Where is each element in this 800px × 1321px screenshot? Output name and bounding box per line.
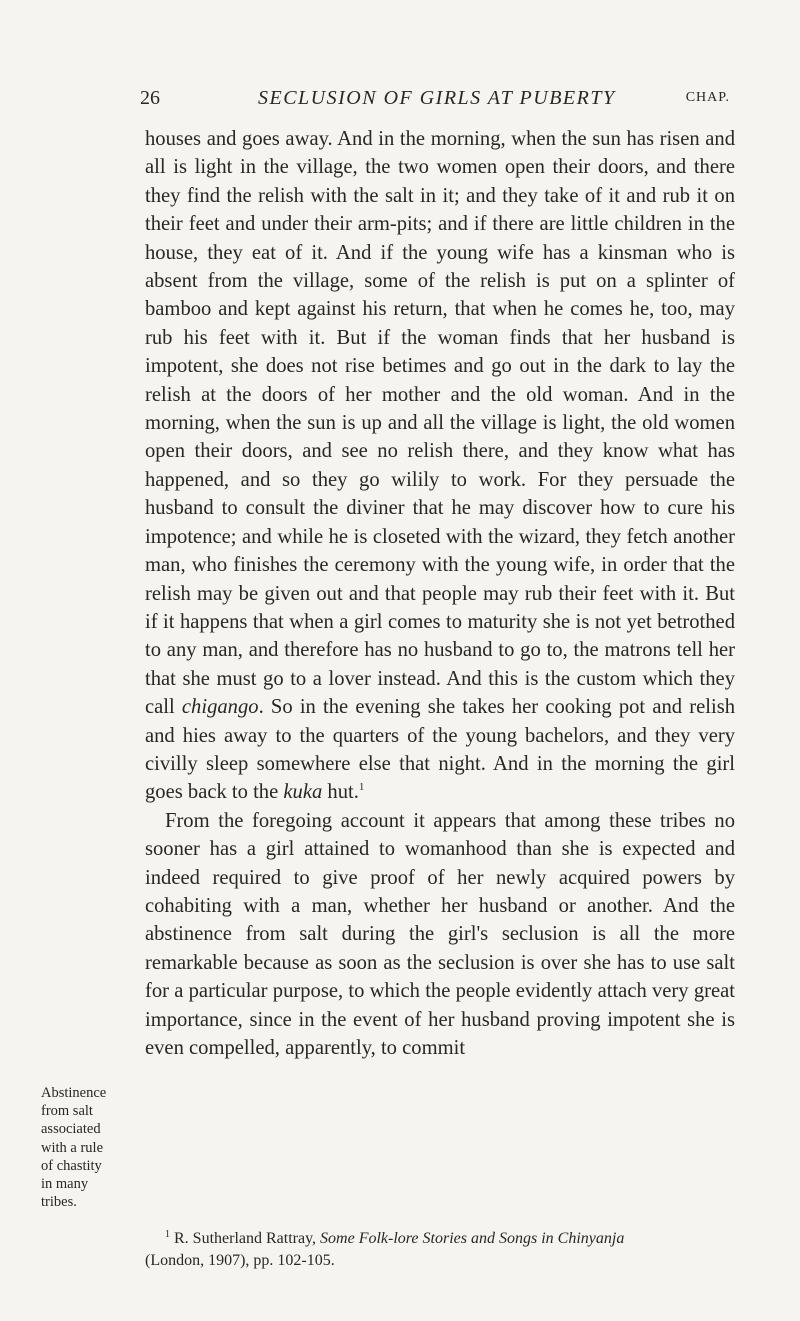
term-kuka: kuka (283, 781, 323, 804)
footnote-mark: 1 (165, 1228, 170, 1240)
footnote (145, 1228, 735, 1272)
margin-note-line: Abstinence (41, 1085, 107, 1101)
body-text (145, 125, 735, 1062)
footnote-text: (London, 1907), pp. 102-105. (145, 1252, 335, 1269)
paragraph-continued (145, 125, 735, 807)
running-title: SECLUSION OF GIRLS AT PUBERTY (258, 87, 616, 109)
paragraph: From the foregoing account it appears that among these tribes no sooner has a girl attained to womanhood than she is expected and indeed required to give proof of her newly acquired powers by cohabiting with a man, whether her husband or another. And the abstinence from salt during the girl's seclusion is all the more remarkable because as soon as the seclusion is over she has to use salt for a particular purpose, to which the people evidently attach very great importance, since in the event of her husband proving impotent she is even compelled, apparently, to commit (145, 809, 735, 1059)
footnote-reference: 1 (358, 781, 365, 794)
margin-note (41, 1084, 141, 1211)
paragraph-text: houses and goes away. And in the morning, when the sun has risen and all is light in the village, the two women open their doors, and there they find the relish with the salt in it; and they take of it and rub it on their feet and under their arm-pits; and if there are little children in the house, they eat of it. And if the young wife has a kinsman who is absent from the village, some of the relish is put on a splinter of bamboo and kept against his return, that when he comes he, too, may rub his feet with it. But if the woman finds that her husband is impotent, she does not rise betimes and go out in the dark to lay the relish at the doors of her mother and the old woman. And in the morning, when the sun is up and all the village is light, the old women open their doors, and see no relish there, and they know what has happened, and so they go wilily to work. For they persuade the husband to consult the diviner that he may discover how to cure his impotence; and while he is closeted with the wizard, they fetch another man, who finishes the ceremony with the young wife, in order that the relish may be given out and that people may rub their feet with it. But if it happens that when a girl comes to maturity she is not yet betrothed to any man, and therefore has no husband to go to, the matrons tell her that she must go to a lover instead. And this is the custom which they call (145, 128, 735, 719)
page-number: 26 (140, 87, 160, 109)
chapter-label: CHAP. (685, 90, 730, 105)
margin-note-line: with a rule (41, 1139, 104, 1156)
paragraph-text: . So in the evening she takes her cooking pot and relish and hies away to the quarters of the young bachelors, and they very civilly sleep somewhere else that night. And in the morning the girl goes back to the (145, 696, 736, 804)
margin-note-line: associated (41, 1121, 101, 1138)
margin-note-line: in many (41, 1176, 89, 1193)
margin-note-line: of chastity (41, 1157, 102, 1174)
margin-note-line: from salt (41, 1103, 93, 1120)
paragraph-text: hut. (322, 781, 359, 804)
footnote-text: R. Sutherland Rattray, (174, 1230, 321, 1247)
term-chigango: chigango (181, 696, 259, 719)
margin-note-line: tribes. (41, 1194, 77, 1211)
page-header (140, 87, 730, 117)
footnote-title: Some Folk-lore Stories and Songs in Chinyanja (320, 1230, 625, 1247)
